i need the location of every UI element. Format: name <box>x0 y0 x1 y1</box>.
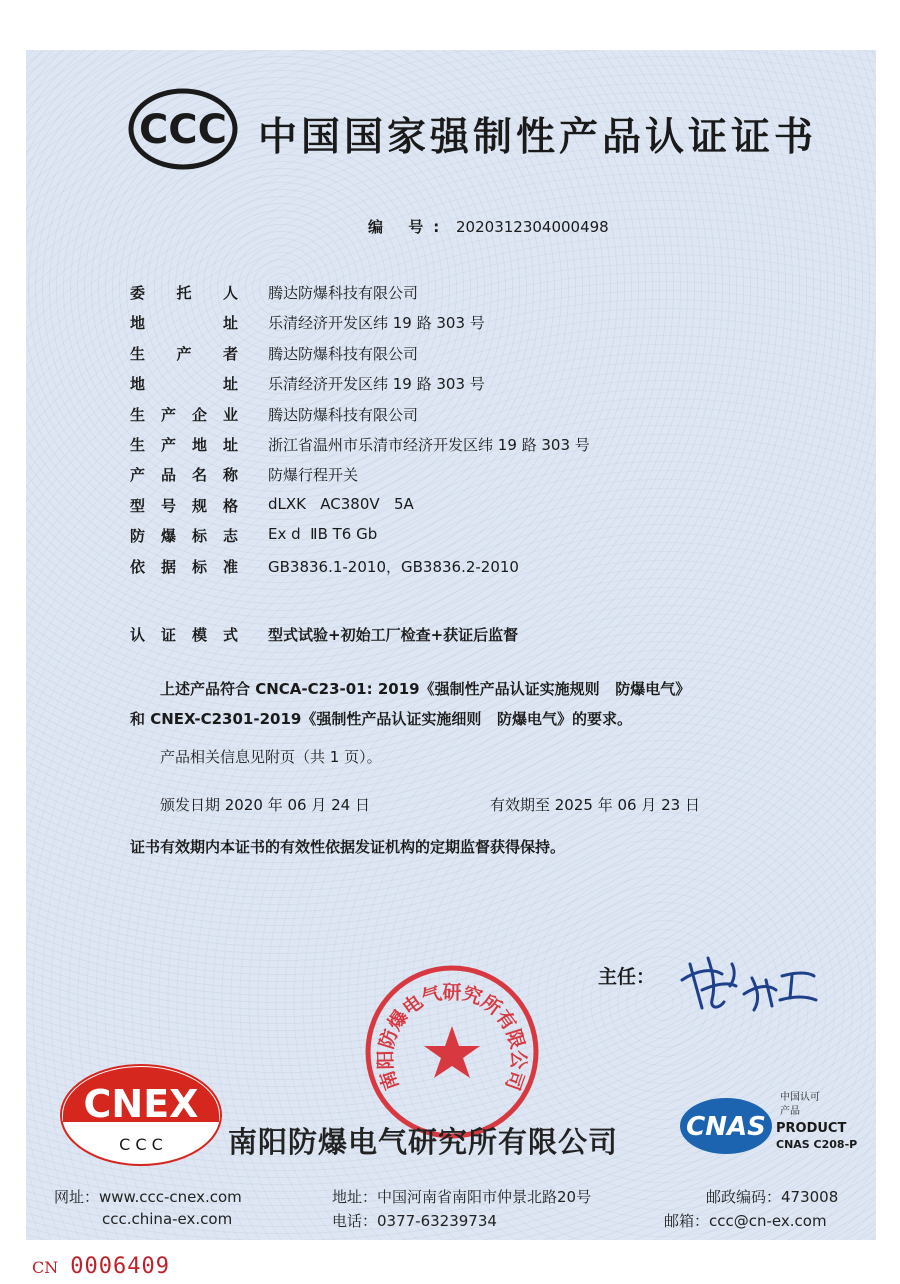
cnas-logo-text: CNAS <box>686 1112 766 1142</box>
director-label: 主任： <box>598 966 656 988</box>
certificate-number <box>368 216 609 237</box>
field-value: GB3836.1-2010，GB3836.2-2010 <box>268 557 519 576</box>
field-label: 依据标准 <box>130 557 238 576</box>
cnas-line2: 产品 <box>780 1106 800 1117</box>
footer-website <box>54 1186 242 1207</box>
website-label: 网址： <box>54 1188 100 1206</box>
statement-line-2: 和 CNEX-C2301-2019《强制性产品认证实施细则 防爆电气》的要求。 <box>130 710 632 728</box>
field-value: 腾达防爆科技有限公司 <box>268 344 419 363</box>
field-row <box>130 404 750 434</box>
field-row <box>130 282 750 312</box>
director-signature-icon <box>672 950 822 1020</box>
mode-label: 认证模式 <box>130 626 238 644</box>
validity-note: 证书有效期内本证书的有效性依据发证机构的定期监督获得保持。 <box>130 838 566 856</box>
cnas-line3: PRODUCT <box>776 1121 847 1136</box>
website-link-2[interactable]: ccc.china-ex.com <box>102 1210 233 1228</box>
ccc-logo-icon <box>128 88 238 170</box>
cert-no-value: 2020312304000498 <box>456 218 609 236</box>
field-row <box>130 525 750 555</box>
field-row <box>130 495 750 525</box>
footer-address: 地址：中国河南省南阳市仲景北路20号 <box>332 1188 592 1206</box>
field-label: 生产地址 <box>130 435 238 454</box>
seal-text: 南阳防爆电气研究所有限公司 <box>374 981 530 1093</box>
field-value: 防爆行程开关 <box>268 466 359 485</box>
ccc-logo-text: CCC <box>138 107 228 153</box>
cnas-line1: 中国认可 <box>780 1092 820 1103</box>
footer-postcode: 邮政编码：473008 <box>706 1188 839 1206</box>
mode-value: 型式试验+初始工厂检查+获证后监督 <box>268 626 519 644</box>
field-value: 乐清经济开发区纬 19 路 303 号 <box>268 314 485 333</box>
field-label: 生产者 <box>130 344 238 363</box>
cert-no-label: 编 号: <box>368 218 450 236</box>
organization-name: 南阳防爆电气研究所有限公司 <box>228 1125 619 1159</box>
cnas-mark-icon <box>676 1088 876 1158</box>
field-list <box>130 282 750 586</box>
serial-prefix: CN <box>32 1258 59 1277</box>
cnas-line4: CNAS C208-P <box>776 1138 858 1151</box>
field-label: 型号规格 <box>130 496 238 515</box>
attachment-note: 产品相关信息见附页（共 1 页）。 <box>160 748 382 766</box>
page-title: 中国国家强制性产品认证证书 <box>258 115 818 160</box>
field-row <box>130 464 750 494</box>
field-value: 腾达防爆科技有限公司 <box>268 284 419 302</box>
certification-mode <box>130 624 730 645</box>
field-row <box>130 343 750 373</box>
valid-until-date: 有效期至 2025 年 06 月 23 日 <box>490 796 700 814</box>
field-row <box>130 312 750 342</box>
field-value: dLXK AC380V 5A <box>268 494 414 513</box>
field-row <box>130 434 750 464</box>
field-label: 防爆标志 <box>130 527 238 546</box>
field-value: 浙江省温州市乐清市经济开发区纬 19 路 303 号 <box>268 435 590 454</box>
cnex-logo-text: CNEX <box>83 1082 199 1126</box>
statement-line-1: 上述产品符合 CNCA-C23-01: 2019《强制性产品认证实施规则 防爆电气》 <box>160 680 691 698</box>
field-value: 乐清经济开发区纬 19 路 303 号 <box>268 375 485 394</box>
field-row <box>130 556 750 586</box>
cnex-logo-icon <box>58 1062 224 1168</box>
field-label: 地址 <box>130 314 238 333</box>
serial-value: 0006409 <box>70 1254 170 1279</box>
serial-number <box>32 1254 170 1279</box>
issue-date: 颁发日期 2020 年 06 月 24 日 <box>160 796 370 814</box>
field-label: 委托人 <box>130 284 238 302</box>
official-seal-icon <box>362 962 542 1142</box>
footer-email[interactable]: 邮箱：ccc@cn-ex.com <box>664 1212 827 1230</box>
field-label: 产品名称 <box>130 466 238 485</box>
field-value: 腾达防爆科技有限公司 <box>268 405 419 424</box>
field-row <box>130 373 750 403</box>
field-label: 生产企业 <box>130 405 238 424</box>
website-link-1[interactable]: www.ccc-cnex.com <box>99 1188 242 1206</box>
field-value: Ex d ⅡB T6 Gb <box>268 525 378 544</box>
cnex-logo-subtext: C C C <box>119 1135 163 1154</box>
footer-phone: 电话：0377-63239734 <box>332 1212 497 1230</box>
field-label: 地址 <box>130 375 238 394</box>
